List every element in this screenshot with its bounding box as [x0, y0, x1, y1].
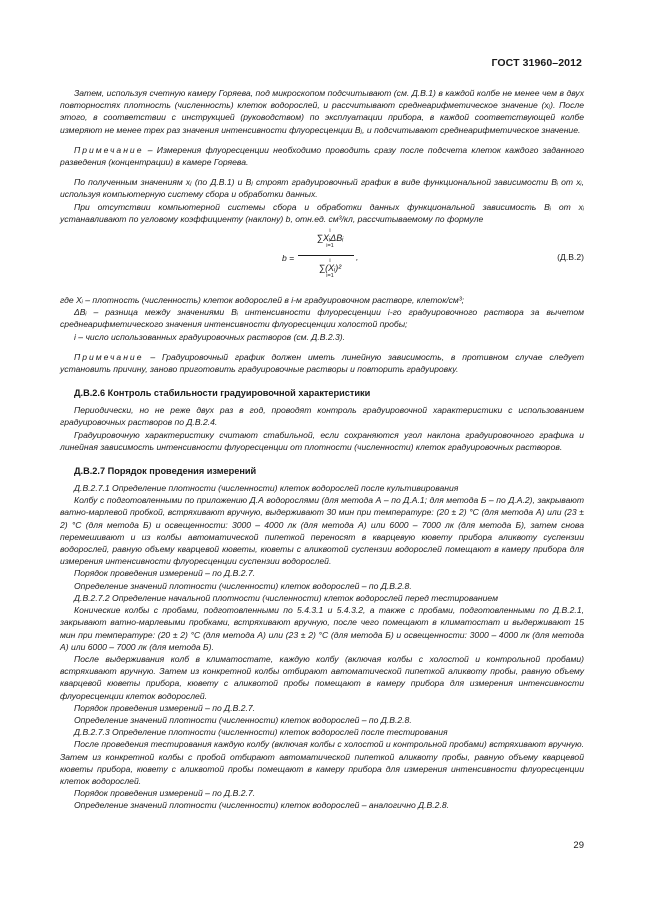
section-heading-2-7	[60, 465, 584, 478]
paragraph-density-ref: Определение значений плотности (численности) клеток водорослей – по Д.В.2.8.	[74, 580, 412, 591]
paragraph-after-climate: После выдерживания колб в климатостате, каждую колбу (включая колбы с холостой и контрольной пробами) встряхивают вручную. Затем из конкретной колбы отбирают автоматической пипеткой аликвоту пробы, равную объему кварцевой кюветы прибора, кювету с аликвотой пробы помещают в камеру прибора для измерения интенсивности флуоресценции клеток водорослей.	[60, 653, 584, 701]
formula-slope	[60, 228, 584, 290]
subsection-2-7-2: Д.В.2.7.2 Определение начальной плотности (численности) клеток водорослей перед тестированием	[74, 592, 498, 603]
note-text: – Измерения флуоресценции необходимо проводить сразу после подсчета клеток каждого заданного разведения (концентрации) в камере Горяева.	[60, 144, 584, 168]
subsection-2-7-1: Д.В.2.7.1 Определение плотности (численности) клеток водорослей после культивирования	[74, 483, 459, 494]
paragraph-procedure-ref: Порядок проведения измерений – по Д.В.2.7.	[74, 788, 256, 799]
paragraph-after-testing: После проведения тестирования каждую колбу (включая колбы с холостой и контрольной пробами) встряхивают вручную. Затем из конкретной колбы с пробой отбирают автоматической пипеткой аликвоту пробы, равную объему кварцевой кюветы прибора, кювету с аликвотой пробы помещают в камеру прибора для измерения интенсивности флуоресценции клеток водорослей.	[60, 739, 584, 786]
paragraph-density-analog: Определение значений плотности (численности) клеток водорослей – аналогично Д.В.2.8.	[74, 800, 449, 811]
section-title-2-7	[60, 465, 584, 478]
numerator-lower-limit: i=1	[326, 243, 334, 250]
formula-comma: ,	[356, 252, 359, 263]
note-text: – Градуировочный график должен иметь линейную зависимость, в противном случае следует установить причину, заново приготовить градуировочные растворы и повторить градуировку.	[60, 351, 584, 375]
paragraph-stability: Градуировочную характеристику считают стабильной, если сохраняются угол наклона градуировочного графика и линейная зависимость интенсивности флуоресценции от плотности (численности) клеток градуировочных растворов.	[60, 429, 584, 452]
note-label: Примечание	[74, 351, 144, 362]
where-i: i – число использованных градуировочных растворов (см. Д.В.2.3).	[74, 331, 346, 342]
note-fluorescence	[60, 144, 584, 168]
paragraph-procedure-ref: Порядок проведения измерений – по Д.В.2.7.	[74, 702, 256, 713]
section-title: Порядок проведения измерений	[105, 466, 257, 477]
denominator-lower-limit: i=1	[326, 273, 334, 280]
section-title-2-6	[60, 387, 584, 400]
note-linearity	[60, 351, 584, 375]
subsection-2-7-3: Д.В.2.7.3 Определение плотности (численности) клеток водорослей после тестирования	[74, 727, 448, 738]
where-x: где Xᵢ – плотность (численность) клеток водорослей в i-м градуировочном растворе, клеток/см³;	[60, 295, 465, 306]
note-label: Примечание	[74, 144, 144, 155]
paragraph-conical-flasks: Конические колбы с пробами, подготовленными по 5.4.3.1 и 5.4.3.2, а также с пробами, подготовленными по Д.В.2.1, закрывают ватно-марлевыми пробками, встряхивают вручную, после чего помещают в климатостат и выдерживают 15 мин при температуре: (20 ± 2) °С (для метода А) или (23 ± 2) °С (для метода Б) и освещенности: 3000 – 4000 лк (для метода А) или 6000 – 7000 лк (для метода Б).	[60, 605, 584, 652]
page-number: 29	[573, 840, 584, 851]
where-delta-b: ΔBᵢ – разница между значениями Bᵢ интенсивности флуоресценции i-го градуировочного раствора за вычетом среднеарифметического значения интенсивности флуоресценции холостой пробы;	[60, 307, 584, 330]
fraction-bar	[298, 255, 354, 256]
equation-number: (Д.В.2)	[557, 252, 584, 263]
denominator-upper-limit: i	[329, 258, 331, 265]
numerator-upper-limit: i	[329, 228, 331, 235]
denominator-expression: ∑(Xᵢ)²	[318, 263, 342, 274]
paragraph-graph: По полученным значениям xⱼ (по Д.В.1) и Bⱼ строят градуировочный график в виде функциональной зависимости Bᵢ от xᵢ, используя компьютерную систему сбора и обработки данных.	[60, 177, 584, 200]
paragraph-procedure-ref: Порядок проведения измерений – по Д.В.2.7.	[74, 568, 256, 579]
paragraph-flask-prep: Колбу с подготовленными по приложению Д.А водорослями (для метода А – по Д.А.1; для метода Б – по Д.А.2), закрывают ватно-марлевой пробкой, встряхивают вручную, выдерживают 30 мин при температуре: (20 ± 2) °С (для метода А) или (23 ± 2) °С (для метода Б) и освещенности: 3000 – 4000 лк (для метода А) или 6000 – 7000 лк (для метода Б), затем снова перемешивают и из колбы автоматической пипеткой переносят в кварцевую кювету прибора аликвоту суспензии водорослей, равную объему кварцевой кюветы, кюветы с аликвотой суспензии водорослей помещают в камеру прибора для измерения интенсивности флуоресценции суспензии водорослей.	[60, 495, 584, 567]
section-number: Д.В.2.7	[74, 466, 106, 477]
paragraph-counting: Затем, используя счетную камеру Горяева, под микроскопом подсчитывают (см. Д.В.1) в каждой колбе не менее чем в двух повторностях плотность (численность) клеток водорослей, и рассчитывают среднеарифметическое значение (xⱼ). После этого, в соответствии с инструкцией (руководством) по эксплуатации прибора, в каждой соответствующей колбе измеряют не менее трех раз значения интенсивности флуоресценции Bⱼ, и подсчитывают среднеарифметическое значение.	[60, 88, 584, 135]
section-title: Контроль стабильности градуировочной характеристики	[105, 388, 371, 399]
document-body	[60, 87, 584, 812]
section-heading-2-6	[60, 387, 584, 400]
paragraph-slope: При отсутствии компьютерной системы сбора и обработки данных функциональной зависимость Bᵢ от xᵢ устанавливают по угловому коэффициенту (наклону) b, отн.ед. см³/кл, рассчитываемому по формуле	[60, 201, 584, 224]
document-code: ГОСТ 31960–2012	[491, 57, 582, 69]
paragraph-density-ref: Определение значений плотности (численности) клеток водорослей – по Д.В.2.8.	[74, 714, 412, 725]
numerator-expression: ∑XᵢΔBᵢ	[316, 233, 344, 244]
section-number: Д.В.2.6	[74, 388, 106, 399]
formula-lhs: b =	[282, 253, 295, 264]
formula-numerator	[300, 228, 360, 249]
paragraph-periodic: Периодически, но не реже двух раз в год, проводят контроль градуировочной характеристики с использованием градуировочных растворов по Д.В.2.4.	[60, 405, 584, 428]
formula-denominator	[300, 258, 360, 279]
